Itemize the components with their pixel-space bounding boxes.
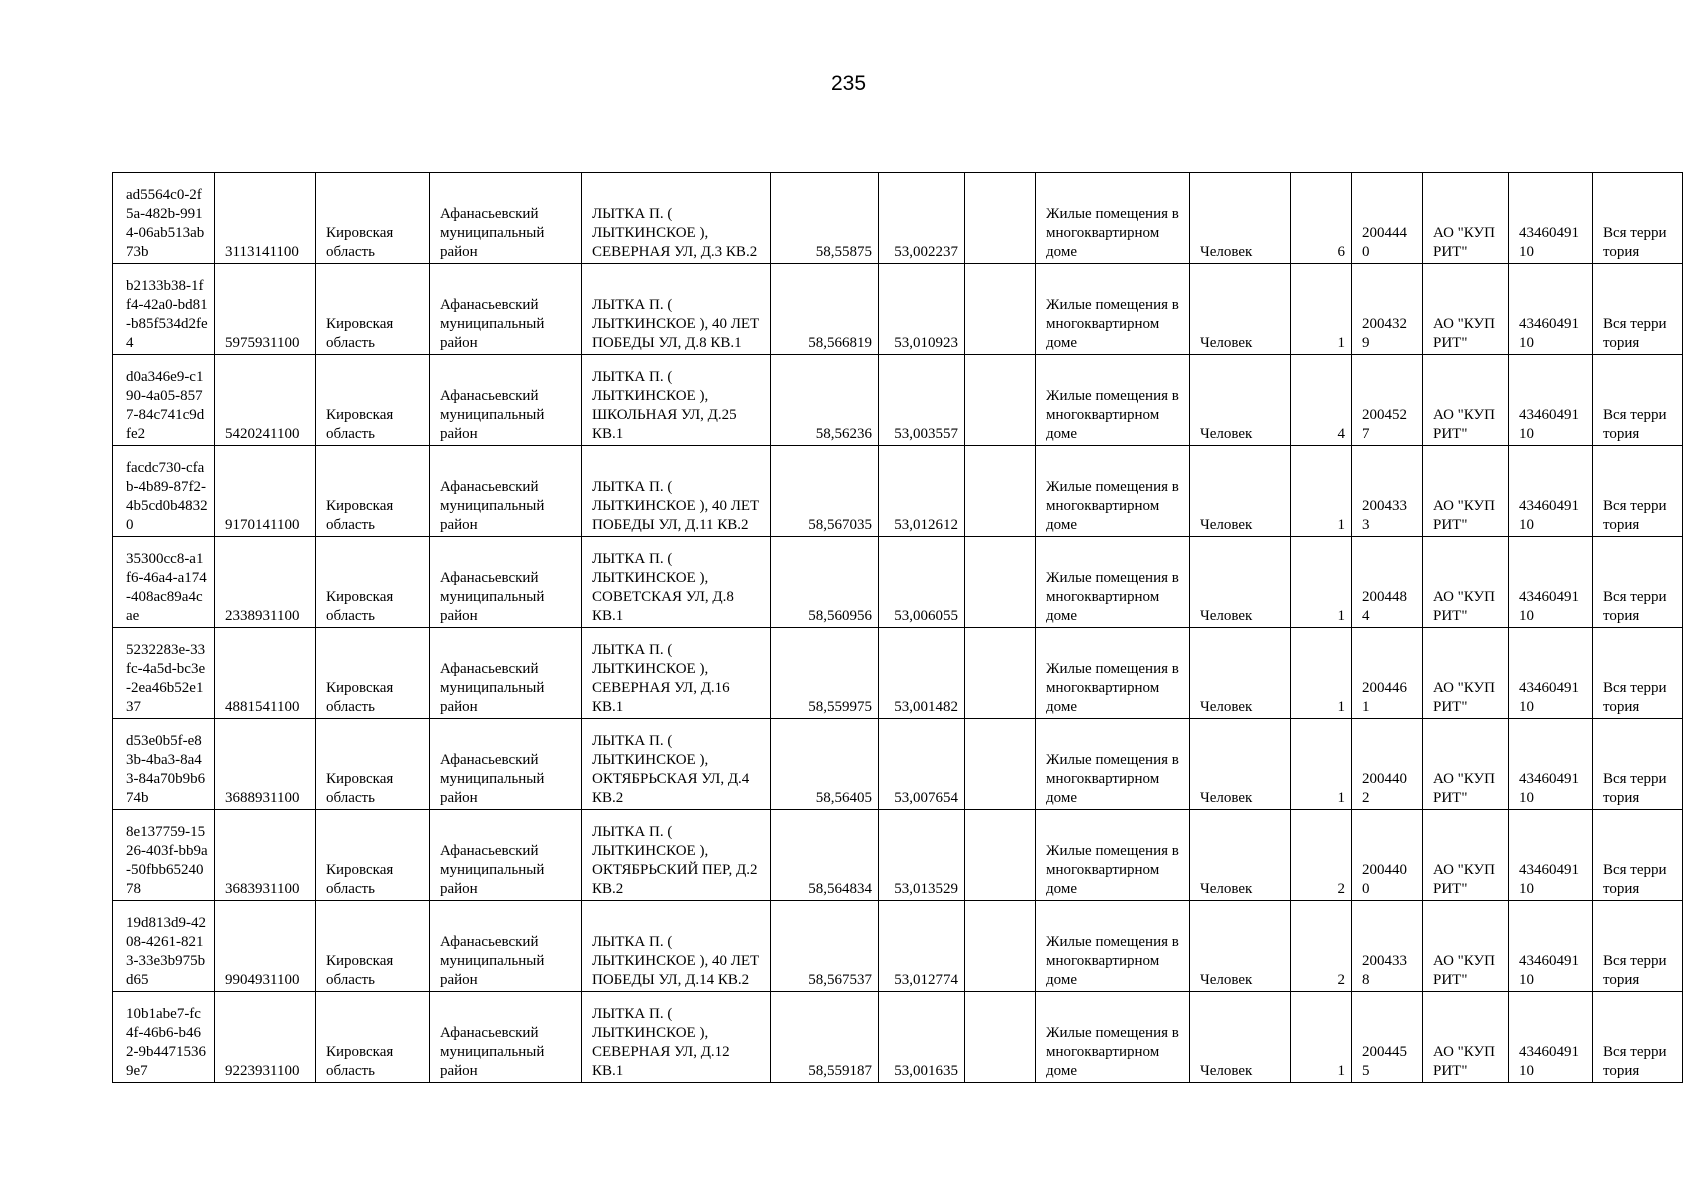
cell-empty xyxy=(965,628,1036,719)
cell-account: 2004484 xyxy=(1352,537,1423,628)
cell-organization: АО "КУПРИТ" xyxy=(1423,264,1509,355)
cell-unit: Человек xyxy=(1190,355,1291,446)
cell-territory: Вся территория xyxy=(1593,173,1683,264)
cell-premise-type: Жилые помещения в многоквартирном доме xyxy=(1036,810,1190,901)
cell-empty xyxy=(965,355,1036,446)
cell-latitude: 58,56405 xyxy=(771,719,879,810)
cell-quantity: 1 xyxy=(1291,446,1352,537)
cell-object-id: 35300cc8-a1f6-46a4-a174-408ac89a4cae xyxy=(113,537,215,628)
cell-quantity: 1 xyxy=(1291,992,1352,1083)
cell-territory: Вся территория xyxy=(1593,446,1683,537)
cell-latitude: 58,567537 xyxy=(771,901,879,992)
cell-inn: 4346049110 xyxy=(1509,992,1593,1083)
cell-account: 2004461 xyxy=(1352,628,1423,719)
cell-object-id: b2133b38-1ff4-42a0-bd81-b85f534d2fe4 xyxy=(113,264,215,355)
cell-latitude: 58,55875 xyxy=(771,173,879,264)
cell-longitude: 53,001635 xyxy=(879,992,965,1083)
cell-object-id: 19d813d9-4208-4261-8213-33e3b975bd65 xyxy=(113,901,215,992)
cell-territory: Вся территория xyxy=(1593,992,1683,1083)
cell-object-id: d0a346e9-c190-4a05-8577-84c741c9dfe2 xyxy=(113,355,215,446)
cell-district: Афанасьевский муниципальный район xyxy=(430,992,582,1083)
cell-empty xyxy=(965,992,1036,1083)
cell-account: 2004329 xyxy=(1352,264,1423,355)
table-row xyxy=(113,446,1683,537)
cell-quantity: 1 xyxy=(1291,264,1352,355)
cell-premise-type: Жилые помещения в многоквартирном доме xyxy=(1036,901,1190,992)
cell-quantity: 2 xyxy=(1291,901,1352,992)
cell-district: Афанасьевский муниципальный район xyxy=(430,355,582,446)
cell-code: 2338931100 xyxy=(215,537,316,628)
cell-organization: АО "КУПРИТ" xyxy=(1423,173,1509,264)
cell-district: Афанасьевский муниципальный район xyxy=(430,810,582,901)
cell-object-id: ad5564c0-2f5a-482b-9914-06ab513ab73b xyxy=(113,173,215,264)
cell-region: Кировская область xyxy=(316,719,430,810)
table-row xyxy=(113,628,1683,719)
cell-territory: Вся территория xyxy=(1593,810,1683,901)
cell-district: Афанасьевский муниципальный район xyxy=(430,537,582,628)
cell-object-id: 8e137759-1526-403f-bb9a-50fbb6524078 xyxy=(113,810,215,901)
table-row xyxy=(113,355,1683,446)
cell-territory: Вся территория xyxy=(1593,628,1683,719)
cell-unit: Человек xyxy=(1190,264,1291,355)
cell-object-id: facdc730-cfab-4b89-87f2-4b5cd0b48320 xyxy=(113,446,215,537)
cell-inn: 4346049110 xyxy=(1509,810,1593,901)
cell-longitude: 53,010923 xyxy=(879,264,965,355)
cell-premise-type: Жилые помещения в многоквартирном доме xyxy=(1036,446,1190,537)
cell-territory: Вся территория xyxy=(1593,537,1683,628)
cell-district: Афанасьевский муниципальный район xyxy=(430,901,582,992)
table-row xyxy=(113,810,1683,901)
cell-account: 2004400 xyxy=(1352,810,1423,901)
cell-premise-type: Жилые помещения в многоквартирном доме xyxy=(1036,628,1190,719)
registry-body xyxy=(113,173,1683,1083)
cell-latitude: 58,559975 xyxy=(771,628,879,719)
table-row xyxy=(113,537,1683,628)
cell-organization: АО "КУПРИТ" xyxy=(1423,810,1509,901)
cell-address: ЛЫТКА П. ( ЛЫТКИНСКОЕ ), СЕВЕРНАЯ УЛ, Д.12 КВ.1 xyxy=(582,992,771,1083)
cell-region: Кировская область xyxy=(316,173,430,264)
cell-latitude: 58,567035 xyxy=(771,446,879,537)
cell-district: Афанасьевский муниципальный район xyxy=(430,719,582,810)
cell-region: Кировская область xyxy=(316,537,430,628)
cell-address: ЛЫТКА П. ( ЛЫТКИНСКОЕ ), ОКТЯБРЬСКАЯ УЛ, Д.4 КВ.2 xyxy=(582,719,771,810)
cell-object-id: d53e0b5f-e83b-4ba3-8a43-84a70b9b674b xyxy=(113,719,215,810)
cell-longitude: 53,007654 xyxy=(879,719,965,810)
page-number: 235 xyxy=(830,72,867,95)
table-row xyxy=(113,719,1683,810)
cell-code: 4881541100 xyxy=(215,628,316,719)
cell-territory: Вся территория xyxy=(1593,719,1683,810)
cell-empty xyxy=(965,901,1036,992)
cell-empty xyxy=(965,810,1036,901)
cell-code: 5975931100 xyxy=(215,264,316,355)
cell-region: Кировская область xyxy=(316,901,430,992)
cell-longitude: 53,002237 xyxy=(879,173,965,264)
table-row xyxy=(113,173,1683,264)
cell-premise-type: Жилые помещения в многоквартирном доме xyxy=(1036,719,1190,810)
cell-code: 9223931100 xyxy=(215,992,316,1083)
cell-premise-type: Жилые помещения в многоквартирном доме xyxy=(1036,537,1190,628)
cell-quantity: 1 xyxy=(1291,628,1352,719)
cell-unit: Человек xyxy=(1190,901,1291,992)
cell-inn: 4346049110 xyxy=(1509,355,1593,446)
cell-longitude: 53,003557 xyxy=(879,355,965,446)
cell-account: 2004527 xyxy=(1352,355,1423,446)
cell-longitude: 53,012774 xyxy=(879,901,965,992)
cell-address: ЛЫТКА П. ( ЛЫТКИНСКОЕ ), 40 ЛЕТ ПОБЕДЫ УЛ, Д.14 КВ.2 xyxy=(582,901,771,992)
cell-latitude: 58,56236 xyxy=(771,355,879,446)
cell-address: ЛЫТКА П. ( ЛЫТКИНСКОЕ ), 40 ЛЕТ ПОБЕДЫ УЛ, Д.8 КВ.1 xyxy=(582,264,771,355)
cell-inn: 4346049110 xyxy=(1509,537,1593,628)
table-row xyxy=(113,901,1683,992)
cell-account: 2004455 xyxy=(1352,992,1423,1083)
cell-organization: АО "КУПРИТ" xyxy=(1423,901,1509,992)
cell-longitude: 53,012612 xyxy=(879,446,965,537)
cell-quantity: 2 xyxy=(1291,810,1352,901)
cell-territory: Вся территория xyxy=(1593,355,1683,446)
cell-district: Афанасьевский муниципальный район xyxy=(430,446,582,537)
cell-unit: Человек xyxy=(1190,537,1291,628)
cell-premise-type: Жилые помещения в многоквартирном доме xyxy=(1036,173,1190,264)
cell-quantity: 4 xyxy=(1291,355,1352,446)
cell-inn: 4346049110 xyxy=(1509,446,1593,537)
cell-region: Кировская область xyxy=(316,992,430,1083)
cell-inn: 4346049110 xyxy=(1509,901,1593,992)
cell-district: Афанасьевский муниципальный район xyxy=(430,628,582,719)
cell-object-id: 10b1abe7-fc4f-46b6-b462-9b44715369e7 xyxy=(113,992,215,1083)
cell-organization: АО "КУПРИТ" xyxy=(1423,992,1509,1083)
cell-region: Кировская область xyxy=(316,628,430,719)
cell-empty xyxy=(965,446,1036,537)
cell-address: ЛЫТКА П. ( ЛЫТКИНСКОЕ ), СЕВЕРНАЯ УЛ, Д.16 КВ.1 xyxy=(582,628,771,719)
registry-table xyxy=(112,172,1683,1083)
cell-territory: Вся территория xyxy=(1593,901,1683,992)
table-row xyxy=(113,992,1683,1083)
cell-unit: Человек xyxy=(1190,173,1291,264)
cell-premise-type: Жилые помещения в многоквартирном доме xyxy=(1036,355,1190,446)
cell-unit: Человек xyxy=(1190,719,1291,810)
cell-inn: 4346049110 xyxy=(1509,264,1593,355)
cell-organization: АО "КУПРИТ" xyxy=(1423,355,1509,446)
cell-latitude: 58,564834 xyxy=(771,810,879,901)
cell-address: ЛЫТКА П. ( ЛЫТКИНСКОЕ ), ОКТЯБРЬСКИЙ ПЕР, Д.2 КВ.2 xyxy=(582,810,771,901)
cell-account: 2004333 xyxy=(1352,446,1423,537)
cell-inn: 4346049110 xyxy=(1509,719,1593,810)
cell-district: Афанасьевский муниципальный район xyxy=(430,264,582,355)
cell-empty xyxy=(965,719,1036,810)
cell-longitude: 53,006055 xyxy=(879,537,965,628)
cell-code: 3683931100 xyxy=(215,810,316,901)
cell-latitude: 58,566819 xyxy=(771,264,879,355)
cell-organization: АО "КУПРИТ" xyxy=(1423,628,1509,719)
cell-unit: Человек xyxy=(1190,628,1291,719)
cell-empty xyxy=(965,264,1036,355)
cell-code: 3688931100 xyxy=(215,719,316,810)
cell-empty xyxy=(965,537,1036,628)
cell-region: Кировская область xyxy=(316,446,430,537)
cell-quantity: 1 xyxy=(1291,537,1352,628)
cell-territory: Вся территория xyxy=(1593,264,1683,355)
cell-district: Афанасьевский муниципальный район xyxy=(430,173,582,264)
cell-account: 2004338 xyxy=(1352,901,1423,992)
cell-unit: Человек xyxy=(1190,810,1291,901)
cell-address: ЛЫТКА П. ( ЛЫТКИНСКОЕ ), ШКОЛЬНАЯ УЛ, Д.25 КВ.1 xyxy=(582,355,771,446)
cell-latitude: 58,559187 xyxy=(771,992,879,1083)
cell-longitude: 53,013529 xyxy=(879,810,965,901)
cell-organization: АО "КУПРИТ" xyxy=(1423,719,1509,810)
cell-address: ЛЫТКА П. ( ЛЫТКИНСКОЕ ), СОВЕТСКАЯ УЛ, Д.8 КВ.1 xyxy=(582,537,771,628)
cell-unit: Человек xyxy=(1190,446,1291,537)
cell-longitude: 53,001482 xyxy=(879,628,965,719)
cell-premise-type: Жилые помещения в многоквартирном доме xyxy=(1036,992,1190,1083)
cell-quantity: 6 xyxy=(1291,173,1352,264)
cell-code: 5420241100 xyxy=(215,355,316,446)
table-row xyxy=(113,264,1683,355)
cell-inn: 4346049110 xyxy=(1509,628,1593,719)
cell-code: 3113141100 xyxy=(215,173,316,264)
cell-object-id: 5232283e-33fc-4a5d-bc3e-2ea46b52e137 xyxy=(113,628,215,719)
cell-account: 2004402 xyxy=(1352,719,1423,810)
cell-account: 2004440 xyxy=(1352,173,1423,264)
cell-premise-type: Жилые помещения в многоквартирном доме xyxy=(1036,264,1190,355)
cell-quantity: 1 xyxy=(1291,719,1352,810)
cell-address: ЛЫТКА П. ( ЛЫТКИНСКОЕ ), 40 ЛЕТ ПОБЕДЫ УЛ, Д.11 КВ.2 xyxy=(582,446,771,537)
cell-organization: АО "КУПРИТ" xyxy=(1423,446,1509,537)
cell-empty xyxy=(965,173,1036,264)
cell-unit: Человек xyxy=(1190,992,1291,1083)
cell-address: ЛЫТКА П. ( ЛЫТКИНСКОЕ ), СЕВЕРНАЯ УЛ, Д.3 КВ.2 xyxy=(582,173,771,264)
cell-code: 9170141100 xyxy=(215,446,316,537)
cell-region: Кировская область xyxy=(316,264,430,355)
cell-region: Кировская область xyxy=(316,355,430,446)
cell-region: Кировская область xyxy=(316,810,430,901)
cell-inn: 4346049110 xyxy=(1509,173,1593,264)
cell-organization: АО "КУПРИТ" xyxy=(1423,537,1509,628)
cell-code: 9904931100 xyxy=(215,901,316,992)
cell-latitude: 58,560956 xyxy=(771,537,879,628)
